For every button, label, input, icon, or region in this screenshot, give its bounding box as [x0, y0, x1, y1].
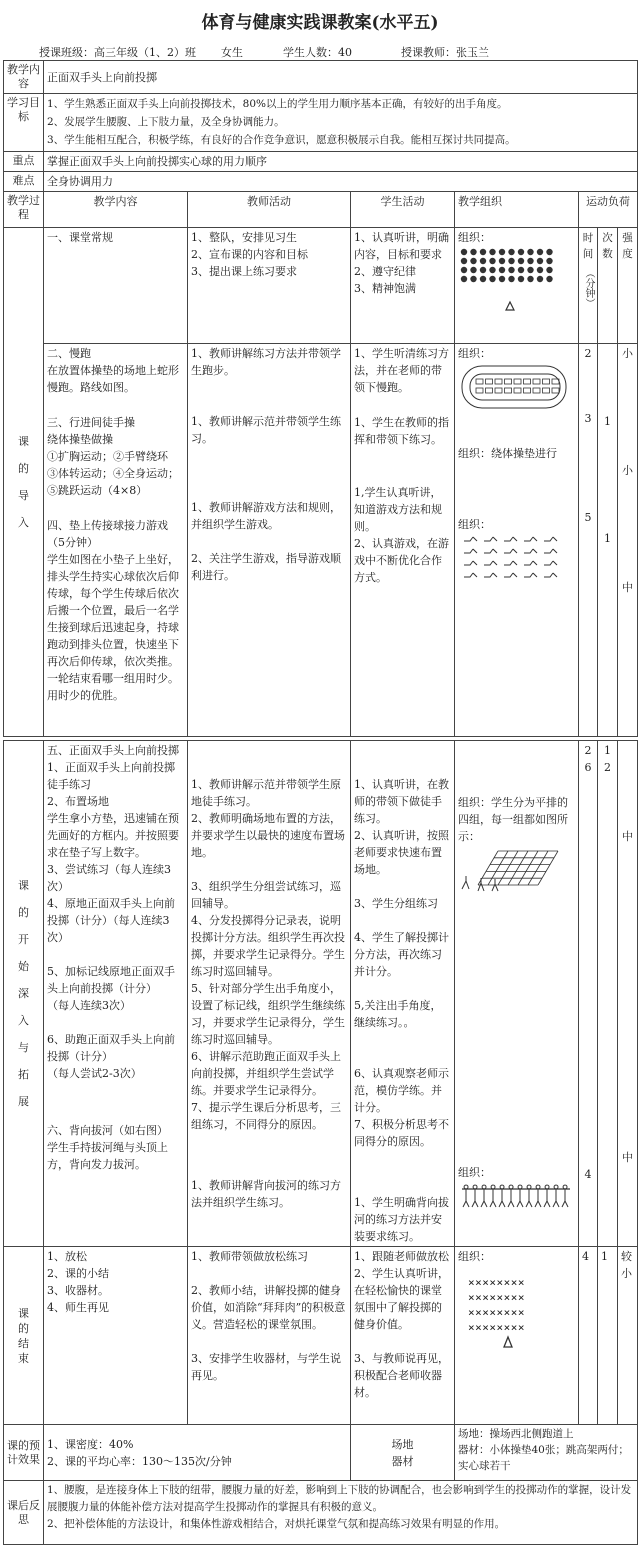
seated-student — [504, 573, 517, 577]
section-main-label: 课 的 开 始 深 入 与 拓 展 — [4, 741, 44, 1247]
seated-student — [544, 537, 557, 541]
mat — [486, 388, 493, 393]
tug-student — [544, 1185, 550, 1207]
student-dot — [537, 276, 543, 282]
load-header: 运动负荷 — [579, 192, 638, 228]
main-content: 五、正面双手头上向前投掷 1、正面双手头上向前投掷徒手练习 2、布置场地 学生拿小方垫，迅速铺在预先画好的方框内。并按照要求在垫子写上数字。 3、尝试练习（每人连续3次） 4、原地正面双手头上向前投掷（计分）（每人连续3次） 5、加标记线原地正面双手头上向前投掷（计分） （每人连续3次） 6、助跑正面双手头上向前投掷（计分） （每人尝试2-3次） 六、背向拔河（如右图） 学生手持拔河绳与头顶上方，背向发力拔河。 — [44, 741, 188, 1247]
student-dot — [508, 267, 514, 273]
seated-student — [484, 549, 497, 553]
end-formation-marks: ×××××××× ×××××××× ×××××××× ×××××××× — [468, 1276, 525, 1334]
mat — [524, 379, 531, 384]
seated-student — [484, 561, 497, 565]
student-dot — [489, 258, 495, 264]
main-teacher: 1、教师讲解示范并带领学生原地徒手练习。 2、教师明确场地布置的方法，并要求学生以最快的速度布置场地。 3、组织学生分组尝试练习，巡回辅导。 4、分发投掷得分记录表，说明投掷计分方法。组织学生再次投掷，并要求学生记录得分。学生练习时巡回辅导。 5、针对部分学生出手角度小，设置了标记线，组织学生继续练习，并要求学生记录得分，学生练习时巡回辅导。 6、讲解示范助跑正面双手头上向前投掷，并组织学生尝试学练。并要求学生记录得分。 7、提示学生课后分析思考，三组练习，不同得分的原因。 1、教师讲解背向拔河的练习方法并组织学生练习。 — [188, 741, 351, 1247]
student-count: 学生人数：40 — [283, 46, 352, 59]
content-header: 教学内容 — [44, 192, 188, 228]
end-intensity: 较小 — [618, 1247, 638, 1425]
grid-line — [488, 851, 508, 885]
class-info: 授课班级：高三年级（1、2）班 — [39, 46, 196, 59]
intensity-header: 强度 — [618, 228, 638, 344]
main-intensity-col: 中 中 — [618, 741, 638, 1247]
tug-student — [517, 1185, 523, 1207]
mat — [486, 379, 493, 384]
content-label: 教学内容 — [4, 61, 44, 94]
seated-student — [464, 537, 477, 541]
student-dot — [537, 267, 543, 273]
seated-student — [524, 537, 537, 541]
main-time-col: 2 6 4 — [579, 741, 598, 1247]
mat — [543, 379, 550, 384]
student-dot — [508, 276, 514, 282]
seated-student — [464, 561, 477, 565]
mat — [476, 379, 483, 384]
mat — [524, 388, 531, 393]
venue-value: 场地：操场西北侧跑道上 器材：小体操垫40张；跳高架两付；实心球若干 — [455, 1425, 638, 1481]
seated-student — [504, 549, 517, 553]
end-student: 1、跟随老师做放松 2、学生认真听讲，在轻松愉快的课堂氛围中了解投掷的健身价值。 3、与教师说再见，积极配合老师收器材。 — [351, 1247, 455, 1425]
main-org: 组织：学生分为平排的四组，每一组都如图所示： 组织： — [455, 741, 579, 1247]
relay-game-diagram — [458, 533, 570, 587]
intro-content-2: 二、慢跑 在放置体操垫的场地上蛇形慢跑。路线如图。 三、行进间徒手操 绕体操垫做操 ①扩胸运动；②手臂绕环 ③体转运动；④全身运动；⑤跳跃运动（4×8） 四、垫上传接球接力游戏（5分钟） 学生如图在小垫子上坐好，排头学生持实心球依次后仰传球，每个学生传球后依次后搬一个位置，最后一名学生接到球后迅速起身，持球跑动到排头位置，快速坐下再次后仰传球，依次类推。一轮结束看哪一组用时少。用时少的优胜。 — [44, 344, 188, 737]
teacher-position-icon — [458, 1335, 558, 1351]
student-dot — [546, 258, 552, 264]
seated-student — [504, 561, 517, 565]
student-dot — [470, 249, 476, 255]
end-teacher: 1、教师带领做放松练习 2、教师小结，讲解投掷的健身价值，如消除“拜拜肉”的积极意义。营造轻松的课堂氛围。 3、安排学生收器材，与学生说再见。 — [188, 1247, 351, 1425]
reflection-text: 1、腰腹，是连接身体上下肢的纽带，腰腹力量的好差，影响到上下肢的协调配合，也会影响到学生的投掷动作的掌握，设计发展腰腹力量的体能补偿方法对提高学生投掷动作的掌握具有积极的意义。 2、把补偿体能的方法设计，和集体性游戏相结合，对烘托课堂气氛和提高练习效果有明显的作用。 — [44, 1481, 638, 1545]
student-dot — [480, 249, 486, 255]
seated-student — [484, 573, 497, 577]
student-dot — [499, 276, 505, 282]
effect-label: 课的预计效果 — [4, 1425, 44, 1481]
student-dot — [546, 249, 552, 255]
formation-dots-diagram — [458, 246, 558, 318]
end-content: 1、放松 2、课的小结 3、收器材。 4、师生再见 — [44, 1247, 188, 1425]
student-dot — [480, 267, 486, 273]
difficulty-label: 难点 — [4, 172, 44, 192]
student-dot — [546, 276, 552, 282]
seated-student — [464, 549, 477, 553]
difficulty-value: 全身协调用力 — [44, 172, 638, 192]
student-dot — [518, 276, 524, 282]
intro-time-col: 2 3 5 — [579, 344, 598, 737]
student-dot — [480, 276, 486, 282]
student-dot — [461, 276, 467, 282]
key-label: 重点 — [4, 152, 44, 172]
minutes-unit: （分钟） — [583, 268, 594, 308]
seated-student — [544, 561, 557, 565]
time-col: 时间 （分钟） — [579, 228, 598, 344]
student-dot — [527, 276, 533, 282]
student-dot — [537, 249, 543, 255]
teacher-marker — [506, 302, 514, 310]
mat — [476, 388, 483, 393]
intro-intensity-col: 小 小 中 — [618, 344, 638, 737]
student-dot — [527, 267, 533, 273]
tug-student — [526, 1185, 532, 1207]
tug-student — [481, 1185, 487, 1207]
intro-teacher-2: 1、教师讲解练习方法并带领学生跑步。 1、教师讲解示范并带领学生练习。 1、教师讲解游戏方法和规则，并组织学生游戏。 2、关注学生游戏，指导游戏顺利进行。 — [188, 344, 351, 737]
tug-student — [535, 1185, 541, 1207]
seated-student — [524, 549, 537, 553]
goals-label: 学习目标 — [4, 94, 44, 152]
key-value: 掌握正面双手头上向前投掷实心球的用力顺序 — [44, 152, 638, 172]
student-dot — [518, 267, 524, 273]
tug-of-war-diagram — [458, 1181, 574, 1211]
student-dot — [508, 258, 514, 264]
seated-student — [504, 537, 517, 541]
goal-item: 3、学生能相互配合，积极学练，有良好的合作竞争意识，愿意积极展示自我。能相互探讨共同提高。 — [47, 134, 516, 146]
grid-line — [538, 851, 558, 885]
tug-student — [553, 1185, 559, 1207]
student-header: 学生活动 — [351, 192, 455, 228]
end-times: 1 — [598, 1247, 618, 1425]
grid-line — [528, 851, 548, 885]
teacher-header: 教师活动 — [188, 192, 351, 228]
tug-student — [499, 1185, 505, 1207]
mat — [533, 388, 540, 393]
student-dot — [489, 249, 495, 255]
tug-student — [562, 1185, 568, 1207]
student-dot — [518, 249, 524, 255]
lesson-plan-table — [3, 60, 638, 1545]
seated-student — [524, 573, 537, 577]
grid-line — [518, 851, 538, 885]
times-header: 次数 — [598, 228, 618, 344]
seated-student — [484, 537, 497, 541]
goals-list — [44, 94, 638, 152]
page-title: 体育与健康实践课教案(水平五) — [201, 13, 439, 33]
intro-content-1: 一、课堂常规 — [44, 228, 188, 344]
mat — [533, 379, 540, 384]
seated-student — [464, 573, 477, 577]
grid-line — [508, 851, 528, 885]
teacher-info: 授课教师：张玉兰 — [401, 46, 489, 59]
mat — [543, 388, 550, 393]
end-time: 4 — [579, 1247, 598, 1425]
intro-teacher-1: 1、整队，安排见习生 2、宣布课的内容和目标 3、提出课上练习要求 — [188, 228, 351, 344]
mat — [514, 379, 521, 384]
content-value: 正面双手头上向前投掷 — [44, 61, 638, 94]
tug-student — [490, 1185, 496, 1207]
student-dot — [489, 276, 495, 282]
student-dot — [461, 267, 467, 273]
section-end-label: 课 的 结 束 — [4, 1247, 44, 1425]
mat — [505, 388, 512, 393]
student-dot — [499, 249, 505, 255]
seated-student — [544, 549, 557, 553]
main-times-col: 1 2 — [598, 741, 618, 1247]
seated-student — [544, 573, 557, 577]
intro-org-1: 组织： — [455, 228, 579, 344]
student-dot — [537, 258, 543, 264]
student-dot — [470, 258, 476, 264]
student-dot — [461, 258, 467, 264]
student-dot — [518, 258, 524, 264]
mat — [552, 388, 559, 393]
goal-item: 1、学生熟悉正面双手头上向前投掷技术，80%以上的学生用力顺序基本正确，有较好的出手角度。 — [47, 98, 508, 110]
intro-student-2: 1、学生听清练习方法，并在老师的带领下慢跑。 1、学生在教师的指挥和带领下练习。 1,学生认真听讲，知道游戏方法和规则。 2、认真游戏，在游戏中不断优化合作方式。 — [351, 344, 455, 737]
mat — [505, 379, 512, 384]
student-dot — [508, 249, 514, 255]
student-dot — [489, 267, 495, 273]
process-header: 教学过程 — [4, 192, 44, 228]
student-dot — [527, 258, 533, 264]
tug-student — [508, 1185, 514, 1207]
student-dot — [461, 249, 467, 255]
goal-item: 2、发展学生腰腹、上下肢力量，及全身协调能力。 — [47, 116, 285, 128]
intro-student-1: 1、认真听讲，明确内容，目标和要求 2、遵守纪律 3、精神饱满 — [351, 228, 455, 344]
student-dot — [470, 267, 476, 273]
throwing-field-diagram — [458, 845, 574, 903]
tug-student — [472, 1185, 478, 1207]
student-dot — [499, 267, 505, 273]
intro-times-col: 1 1 — [598, 344, 618, 737]
tug-student — [463, 1185, 469, 1207]
gender-info: 女生 — [221, 46, 243, 59]
student-dot — [499, 258, 505, 264]
main-student: 1、认真听讲，在教师的带领下做徒手练习。 2、认真听讲，按照老师要求快速布置场地。 3、学生分组练习 4、学生了解投掷计分方法，再次练习并计分。 5,关注出手角度，继续练习。。 6、认真观察老师示范，模仿学练。并计分。 7、积极分析思考不同得分的原因。 1、学生明确背向拔河的练习方法并安装要求练习。 — [351, 741, 455, 1247]
student-dot — [470, 276, 476, 282]
mat — [495, 379, 502, 384]
student-dot — [546, 267, 552, 273]
venue-label: 场地 器材 — [351, 1425, 455, 1481]
student-dot — [527, 249, 533, 255]
effect-value: 1、课密度：40% 2、课的平均心率：130～135次/分钟 — [44, 1425, 351, 1481]
mat — [514, 388, 521, 393]
grid-line — [498, 851, 518, 885]
mat — [495, 388, 502, 393]
seated-student — [524, 561, 537, 565]
snake-route-diagram — [458, 362, 570, 412]
org-header: 教学组织 — [455, 192, 579, 228]
student-dot — [480, 258, 486, 264]
section-intro-label: 课 的 导 入 — [4, 228, 44, 737]
intro-org-2: 组织： 组织：绕体操垫进行 组织： — [455, 344, 579, 737]
end-org: 组织： ×××××××× ×××××××× ×××××××× ×××××××× — [455, 1247, 579, 1425]
reflection-label: 课后反思 — [4, 1481, 44, 1545]
